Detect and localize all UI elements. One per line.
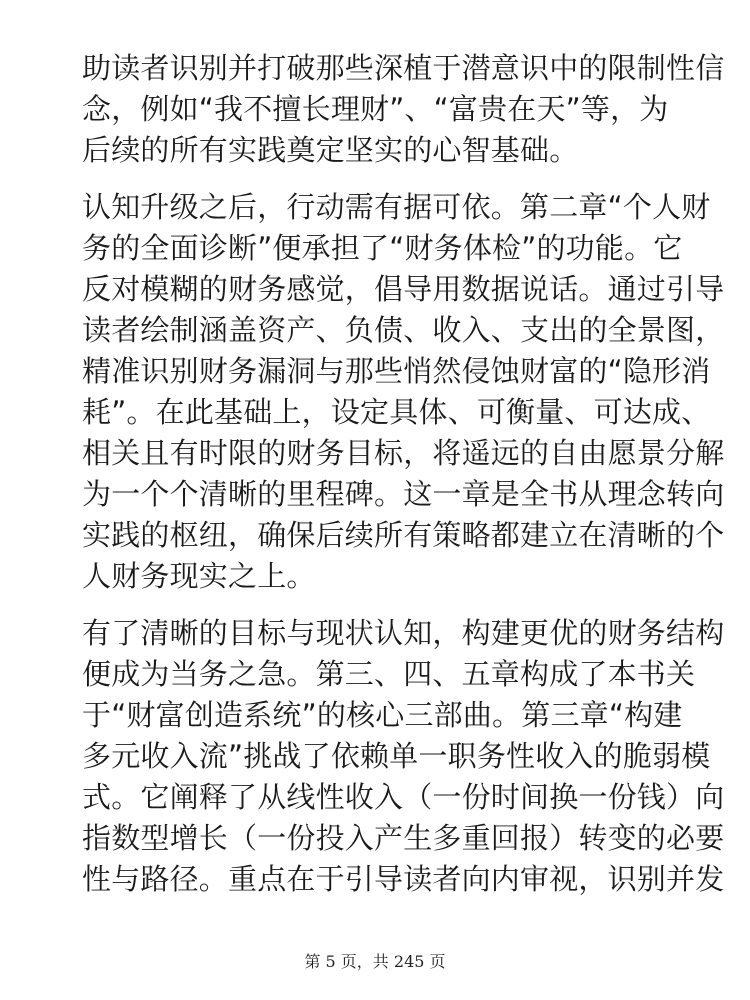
text-line: 为一个个清晰的里程碑。这一章是全书从理念转向	[82, 477, 725, 511]
text-line: 反对模糊的财务感觉，倡导用数据说话。通过引导	[82, 272, 725, 306]
text-line: 多元收入流”挑战了依赖单一职务性收入的脆弱模	[82, 739, 711, 773]
text-line: 便成为当务之急。第三、四、五章构成了本书关	[82, 657, 696, 691]
text-line: 耗”。在此基础上，设定具体、可衡量、可达成、	[82, 395, 711, 429]
text-line: 实践的枢纽，确保后续所有策略都建立在清晰的个	[82, 518, 725, 552]
text-line: 有了清晰的目标与现状认知，构建更优的财务结构	[82, 616, 725, 650]
text-line: 后续的所有实践奠定坚实的心智基础。	[82, 133, 579, 167]
page-number-footer: 第 5 页，共 245 页	[304, 952, 446, 971]
text-line: 于“财富创造系统”的核心三部曲。第三章“构建	[82, 698, 683, 732]
text-line: 助读者识别并打破那些深植于潜意识中的限制性信	[82, 51, 725, 85]
body-text	[82, 48, 725, 916]
paragraph-2	[82, 187, 725, 597]
text-line: 读者绘制涵盖资产、负债、收入、支出的全景图，	[82, 313, 725, 347]
text-line: 性与路径。重点在于引导读者向内审视，识别并发	[82, 862, 725, 896]
text-line: 念，例如“我不擅长理财”、“富贵在天”等，为	[82, 92, 669, 126]
text-line: 相关且有时限的财务目标，将遥远的自由愿景分解	[82, 436, 725, 470]
paragraph-3	[82, 613, 725, 900]
paragraph-1	[82, 48, 725, 171]
text-line: 认知升级之后，行动需有据可依。第二章“个人财	[82, 190, 711, 224]
text-line: 指数型增长（一份投入产生多重回报）转变的必要	[82, 821, 725, 855]
text-line: 精准识别财务漏洞与那些悄然侵蚀财富的“隐形消	[82, 354, 711, 388]
text-line: 人财务现实之上。	[82, 559, 316, 593]
text-line: 务的全面诊断”便承担了“财务体检”的功能。它	[82, 231, 683, 265]
text-line: 式。它阐释了从线性收入（一份时间换一份钱）向	[82, 780, 725, 814]
